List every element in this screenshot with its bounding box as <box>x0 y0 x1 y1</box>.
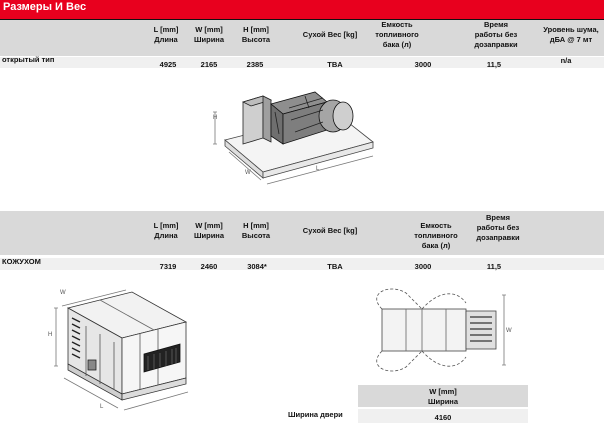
page-title: Размеры И Вес <box>3 1 87 13</box>
open-runtime-header: Время работы без дозаправки <box>474 20 518 49</box>
enclosed-label: КОЖУХОМ <box>2 257 41 266</box>
enc-width-value: 2460 <box>200 262 218 271</box>
enc-width-header: W [mm] Ширина <box>193 221 225 240</box>
door-width-label: Ширина двери <box>288 410 343 419</box>
open-drawing-w-label: W <box>245 170 251 176</box>
door-width-value: 4160 <box>434 413 452 422</box>
enclosed-value-row <box>0 258 604 270</box>
enclosed-genset-drawing <box>40 286 200 426</box>
enc-fuel-header: Емкость топливного бака (л) <box>414 221 458 250</box>
open-width-header: W [mm] Ширина <box>193 25 225 44</box>
door-width-header: W [mm] Ширина <box>427 387 459 406</box>
open-type-value-row <box>0 57 604 68</box>
open-noise-header: Уровень шума, дБА @ 7 мт <box>543 25 599 44</box>
open-width-value: 2165 <box>200 60 218 69</box>
open-length-header: L [mm] Длина <box>153 25 179 44</box>
open-noise-value: n/a <box>560 56 572 65</box>
enc-drawing-w-label: W <box>60 290 66 296</box>
enc-drawing-l-label: L <box>100 404 104 410</box>
title-bar <box>0 0 604 19</box>
open-genset-drawing <box>205 72 375 192</box>
enc-fuel-value: 3000 <box>414 262 432 271</box>
enc-weight-header: Сухой Вес [kg] <box>302 226 358 235</box>
door-swing-plan-drawing <box>370 285 510 375</box>
enc-weight-value: TBA <box>327 262 343 271</box>
open-weight-header: Сухой Вес [kg] <box>302 30 358 39</box>
enc-length-value: 7319 <box>159 262 177 271</box>
enc-runtime-value: 11,5 <box>486 262 502 271</box>
enc-runtime-header: Время работы без дозаправки <box>476 213 520 242</box>
open-type-label: открытый тип <box>2 55 55 64</box>
open-length-value: 4925 <box>159 60 177 69</box>
enc-height-value: 3084* <box>247 262 267 271</box>
open-weight-value: TBA <box>327 60 343 69</box>
enc-length-header: L [mm] Длина <box>153 221 179 240</box>
open-height-header: H [mm] Высота <box>241 25 271 44</box>
enc-drawing-h-label: H <box>48 332 53 338</box>
open-fuel-header: Емкость топливного бака (л) <box>375 20 419 49</box>
enc-height-header: H [mm] Высота <box>241 221 271 240</box>
open-drawing-h-label: H <box>213 115 218 121</box>
door-drawing-w-label: W <box>506 328 512 334</box>
open-runtime-value: 11,5 <box>486 60 502 69</box>
open-height-value: 2385 <box>246 60 264 69</box>
open-fuel-value: 3000 <box>414 60 432 69</box>
open-drawing-l-label: L <box>316 166 320 172</box>
